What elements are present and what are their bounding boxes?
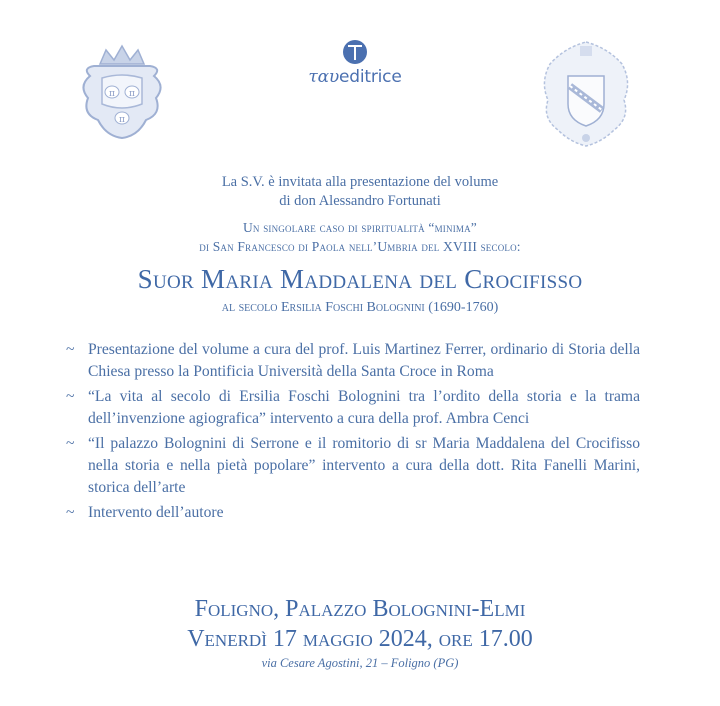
venue-place: Foligno, Palazzo Bolognini-Elmi xyxy=(194,596,526,622)
program-item xyxy=(66,433,640,499)
subtitle-line-2: di San Francesco di Paola nell’Umbria del XVIII secolo: xyxy=(199,239,521,254)
program-list xyxy=(66,339,640,527)
subtitle-line-1: Un singolare caso di spiritualità “minima” xyxy=(242,220,477,235)
tilde-bullet-icon: ~ xyxy=(66,435,75,452)
invitation-line-2: di don Alessandro Fortunati xyxy=(279,193,441,209)
book-title: Suor Maria Maddalena del Crocifisso xyxy=(137,264,583,294)
tilde-bullet-icon: ~ xyxy=(66,504,75,521)
svg-text:π: π xyxy=(119,115,125,125)
logo-text-greek: ταυ xyxy=(308,67,340,87)
program-item-text: “Il palazzo Bolognini di Serrone e il romitorio di sr Maria Maddalena del Crocifisso nella storia e nella pietà popolare” intervento a cura della dott. Rita Fanelli Marini, storica dell’arte xyxy=(88,435,640,496)
event-datetime: Venerdì 17 maggio 2024, ore 17.00 xyxy=(187,626,533,652)
program-item-text: “La vita al secolo di Ersilia Foschi Bolognini tra l’ordito della storia e la trama dell’invenzione agiografica” intervento a cura della prof. Ambra Cenci xyxy=(88,388,640,427)
tilde-bullet-icon: ~ xyxy=(66,341,75,358)
svg-text:π: π xyxy=(129,89,135,99)
venue-address: via Cesare Agostini, 21 – Foligno (PG) xyxy=(261,656,459,670)
program-item-text: Intervento dell’autore xyxy=(88,504,224,521)
venue-block xyxy=(0,594,720,654)
right-coat-of-arms-icon xyxy=(538,38,634,150)
tilde-bullet-icon: ~ xyxy=(66,388,75,405)
program-item xyxy=(66,502,640,524)
tau-circle-icon xyxy=(343,40,367,64)
invitation-line-1: La S.V. è invitata alla presentazione del volume xyxy=(221,174,499,190)
svg-text:π: π xyxy=(109,89,115,99)
logo-text-latin: editrice xyxy=(339,67,402,87)
book-subtitle xyxy=(0,218,720,256)
secular-name-line: al secolo Ersilia Foschi Bolognini (1690-1760) xyxy=(221,300,499,315)
program-item-text: Presentazione del volume a cura del prof. Luis Martinez Ferrer, ordinario di Storia della Chiesa presso la Pontificia Università della Santa Croce in Roma xyxy=(88,341,640,380)
invitation-text xyxy=(0,173,720,211)
left-coat-of-arms-icon xyxy=(72,42,172,142)
logo-text xyxy=(296,67,414,87)
publisher-logo xyxy=(296,40,414,96)
program-item xyxy=(66,339,640,383)
program-item xyxy=(66,386,640,430)
